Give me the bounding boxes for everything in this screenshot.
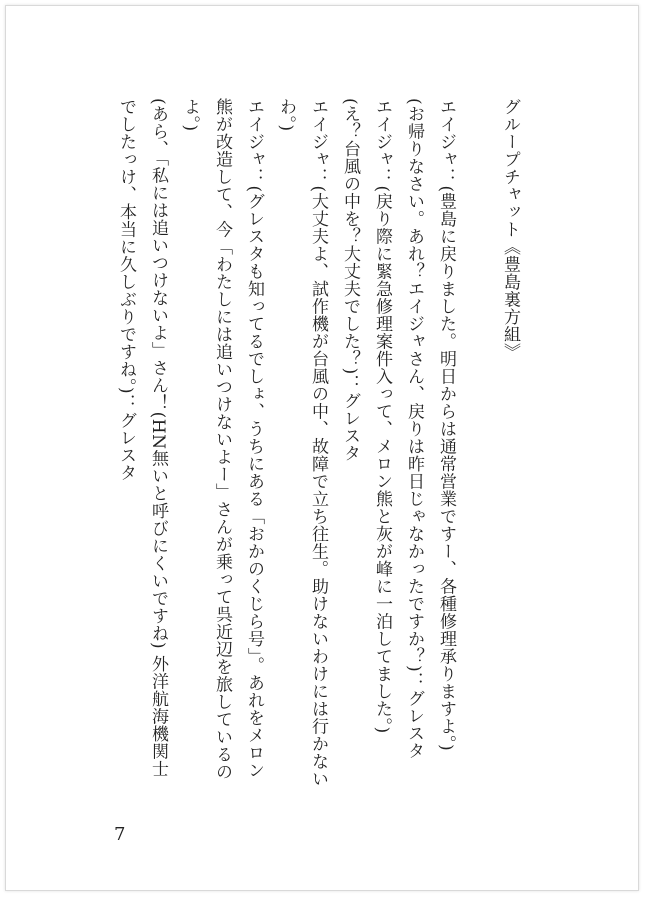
text-line: エイジャ：(大丈夫よ、試作機が台風の中、故障で立ち往生。助けないわけには行かないわ。) bbox=[276, 98, 328, 788]
text-line: (お帰りなさい。あれ？エイジャさん、戻りは昨日じゃなかったですか？)：グレスタ bbox=[404, 98, 424, 760]
vertical-text-body bbox=[110, 98, 526, 788]
text-line: エイジャ：(豊島に戻りました。明日からは通常営業ですー、各種修理承りますよ。) bbox=[436, 98, 456, 752]
page-number: 7 bbox=[114, 824, 126, 845]
blank-line bbox=[462, 98, 494, 788]
text-line: エイジャ：(グレスタも知ってるでしょ、うちにある「おかのくじら号」。あれをメロン熊が改造して、今「わたしには追いつけないよー」さんが乗って呉近辺を旅しているのよ。) bbox=[180, 98, 264, 781]
heading-group-chat: グループチャット《豊島裏方組》 bbox=[500, 98, 520, 361]
text-line: (え？台風の中を？大丈夫でした？)：グレスタ bbox=[340, 98, 360, 463]
text-line: エイジャ：(戻り際に緊急修理案件入って、メロン熊と灰が峰に一泊してました。) bbox=[372, 98, 392, 734]
text-line: (あら、「私には追いつけないよ」さん！(HN無いと呼びにくいですね) 外洋航海機関士でしたっけ、本当に久しぶりですね。)：グレスタ bbox=[116, 98, 168, 778]
page bbox=[5, 5, 639, 891]
